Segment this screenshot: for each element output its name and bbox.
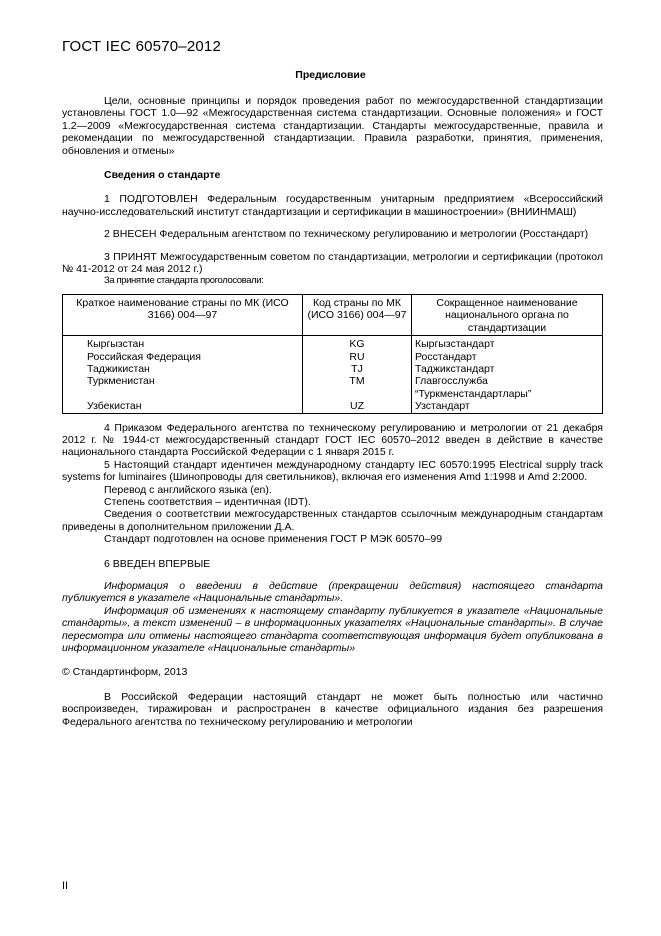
body-line-2: “Туркменстандартлары” [415, 387, 532, 400]
intro-info-notice: Информация о введении в действие (прекращении действия) настоящего стандарта публикуется в указателе «Национальные стандарты». [62, 580, 603, 605]
country-cell: Кыргызстан [63, 336, 303, 351]
prepared-note: Стандарт подготовлен на основе применения ГОСТ Р МЭК 60570–99 [104, 533, 443, 546]
code-cell: TJ [303, 363, 412, 375]
preface-title: Предисловие [295, 69, 366, 81]
translation-note: Перевод с английского языка (en). [104, 483, 272, 496]
country-cell: Таджикистан [63, 363, 303, 375]
vote-table [62, 294, 603, 414]
body-cell [412, 375, 603, 400]
body-line-1: Главгосслужба [415, 375, 488, 388]
changes-info-notice: Информация об изменениях к настоящему стандарту публикуется в указателе «Национальные стандарты», а текст изменений – в информационных указателях «Национальные стандарты». В случае пересмотра или отмены настоящего стандарта соответствующая информация будет опубликована в информационном указателе «Национальные стандарты» [62, 604, 603, 655]
code-cell: KG [303, 336, 412, 351]
country-cell: Туркменистан [63, 375, 303, 400]
table-row [63, 351, 603, 363]
body-cell: Таджикстандарт [412, 363, 603, 375]
copyright: © Стандартинформ, 2013 [62, 666, 188, 679]
country-cell: Российская Федерация [63, 351, 303, 363]
item-6: 6 ВВЕДЕН ВПЕРВЫЕ [104, 557, 211, 570]
standard-info-title: Сведения о стандарте [104, 169, 221, 182]
document-code: ГОСТ IEC 60570–2012 [62, 38, 222, 55]
vote-table-header [63, 294, 603, 335]
conformity-note: Степень соответствия – идентичная (IDT). [104, 495, 311, 508]
header-code: Код страны по МК (ИСО 3166) 004—97 [303, 294, 412, 335]
item-2: 2 ВНЕСЕН Федеральным агентством по техническому регулированию и метрологии (Росстандарт) [104, 228, 589, 241]
body-cell: Росстандарт [412, 351, 603, 363]
body-cell: Узстандарт [412, 400, 603, 413]
vote-note: За принятие стандарта проголосовали: [104, 275, 264, 287]
item-3: 3 ПРИНЯТ Межгосударственным советом по стандартизации, метрологии и сертификации (протокол № 41-2012 от 24 мая 2012 г.) [62, 250, 603, 276]
document-body [62, 95, 603, 728]
body-cell: Кыргызстандарт [412, 336, 603, 351]
item-5: 5 Настоящий стандарт идентичен международному стандарту IEC 60570:1995 Electrical supply track systems for luminaires (Шинопроводы для светильников), включая его изменения Amd 1:1998 и Amd 2:2000. [62, 458, 603, 484]
references-note: Сведения о соответствии межгосударственных стандартов ссылочным международным стандартам приведены в дополнительном приложении Д.А. [62, 508, 603, 533]
table-row [63, 336, 603, 351]
country-cell: Узбекистан [63, 400, 303, 413]
table-row [63, 363, 603, 375]
item-1: 1 ПОДГОТОВЛЕН Федеральным государственным унитарным предприятием «Всероссийский научно-исследовательский институт стандартизации и сертификации в машиностроении» (ВНИИНМАШ) [62, 193, 603, 218]
code-cell: RU [303, 351, 412, 363]
preface-intro: Цели, основные принципы и порядок проведения работ по межгосударственной стандартизации установлены ГОСТ 1.0—92 «Межгосударственная система стандартизации. Основные положения» и ГОСТ 1.2—2009 «Межгосударственная система стандартизации. Стандарты межгосударственные, правила и рекомендации по межгосударственной стандартизации. Правила разработки, принятия, применения, обновления и отмены» [62, 95, 603, 157]
header-body: Сокращенное наименование национального органа по стандартизации [412, 294, 603, 335]
code-cell: UZ [303, 400, 412, 413]
rights-notice: В Российской Федерации настоящий стандарт не может быть полностью или частично воспроизведен, тиражирован и распространен в качестве официального издания без разрешения Федерального агентства по техническому регулированию и метрологии [62, 690, 603, 728]
code-cell: TM [303, 375, 412, 400]
table-row [63, 400, 603, 413]
table-row [63, 375, 603, 400]
header-country: Краткое наименование страны по МК (ИСО 3166) 004—97 [63, 294, 303, 335]
item-4: 4 Приказом Федерального агентства по техническому регулированию и метрологии от 21 декабря 2012 г. № 1944-ст межгосударственный стандарт ГОСТ IEC 60570–2012 введен в действие в качестве национального стандарта Российской Федерации с 1 января 2015 г. [62, 421, 603, 459]
page-number: II [62, 880, 69, 892]
